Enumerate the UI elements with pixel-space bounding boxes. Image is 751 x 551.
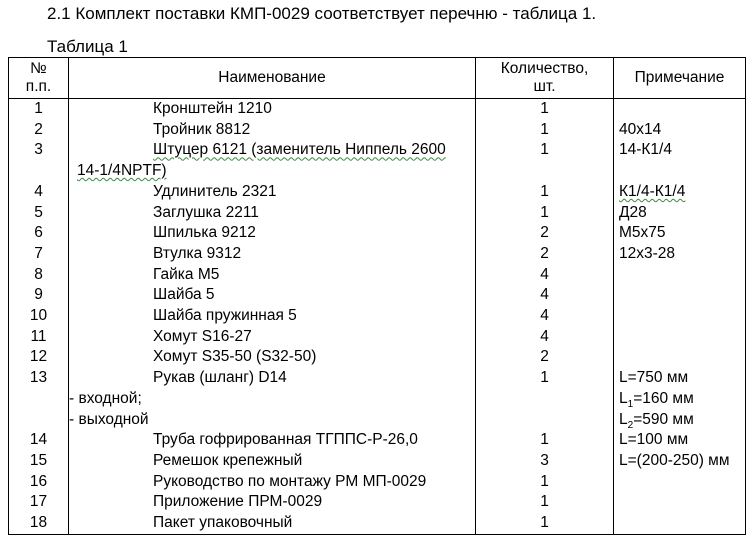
table-row: [9, 472, 746, 493]
row-qty: 1: [476, 472, 614, 493]
row-name: [69, 99, 476, 120]
row-qty: 4: [476, 265, 614, 286]
table-row: [9, 347, 746, 368]
row-note-line3-sub: 2: [627, 419, 634, 431]
row-name-text: Ремешок крепежный: [153, 451, 303, 469]
row-num: 7: [9, 244, 69, 265]
row-name-text: Труба гофрированная ТГППС-Р-26,0: [153, 431, 418, 449]
row-name-text: Шпилька 9212: [153, 224, 256, 242]
table-row: [9, 327, 746, 348]
row-note-line3: [619, 410, 745, 431]
header-qty: Количество, шт.: [476, 58, 614, 99]
row-num: 17: [9, 492, 69, 513]
row-note: М5х75: [614, 223, 746, 244]
row-name-text: Приложение ПРМ-0029: [153, 493, 323, 511]
row-num: 16: [9, 472, 69, 493]
row-qty: 4: [476, 306, 614, 327]
row-name: [69, 430, 476, 451]
row-num: 6: [9, 223, 69, 244]
row-name: [69, 327, 476, 348]
table-row: [9, 182, 746, 203]
table-row: [9, 140, 746, 181]
table-caption: Таблица 1: [47, 37, 128, 56]
row-note: [614, 306, 746, 327]
row-name-text: Шайба пружинная 5: [153, 307, 297, 325]
row-note: Д28: [614, 203, 746, 224]
table-row: [9, 492, 746, 513]
row-note-line3-b: =590 мм: [633, 410, 694, 428]
row-note-line2-a: L: [619, 389, 628, 407]
row-num: 18: [9, 513, 69, 534]
row-note: 14-К1/4: [614, 140, 746, 181]
row-name-text: Руководство по монтажу РМ МП-0029: [153, 472, 427, 490]
row-note-line2-sub: 1: [627, 398, 634, 410]
header-note: Примечание: [614, 58, 746, 99]
row-name: [69, 120, 476, 141]
row-name: [69, 265, 476, 286]
row-name: [69, 223, 476, 244]
row-name-text: Хомут S35-50 (S32-50): [153, 348, 317, 366]
row-qty: 1: [476, 182, 614, 203]
row-name-text: Кронштейн 1210: [153, 100, 272, 117]
row-num: 5: [9, 203, 69, 224]
header-name: Наименование: [69, 58, 476, 99]
table-row: [9, 285, 746, 306]
row-name-text: Заглушка 2211: [153, 203, 259, 221]
row-note: [614, 327, 746, 348]
row-note: [614, 265, 746, 286]
row-name-sub-output: - выходной: [69, 410, 149, 428]
row-note: [614, 492, 746, 513]
row-qty: 1: [476, 99, 614, 120]
row-num: 10: [9, 306, 69, 327]
table-row: [9, 306, 746, 327]
row-num: 2: [9, 120, 69, 141]
row-name: [69, 347, 476, 368]
row-name: [69, 203, 476, 224]
row-num: 14: [9, 430, 69, 451]
row-name-text-line2: [77, 161, 475, 182]
row-qty: 2: [476, 244, 614, 265]
row-name: [69, 513, 476, 534]
row-num: 9: [9, 285, 69, 306]
row-note: [614, 368, 746, 430]
row-qty: 1: [476, 430, 614, 451]
table-row: [9, 203, 746, 224]
row-name-text-line1: Штуцер 6121 (заменитель Ниппель 2600: [153, 141, 446, 159]
row-name: [69, 244, 476, 265]
row-note: [614, 472, 746, 493]
row-num: 8: [9, 265, 69, 286]
row-num: 4: [9, 182, 69, 203]
row-name: [69, 306, 476, 327]
section-heading: 2.1 Комплект поставки КМП-0029 соответствует перечню - таблица 1.: [47, 4, 597, 23]
row-name-sub-input: - входной;: [69, 389, 142, 407]
delivery-table: [8, 57, 746, 535]
row-note-line2-b: =160 мм: [633, 389, 694, 407]
row-qty: 1: [476, 513, 614, 534]
row-name: [69, 492, 476, 513]
row-qty: 1: [476, 203, 614, 224]
row-name-text: [77, 140, 475, 161]
row-note: L=(200-250) мм: [614, 451, 746, 472]
row-note-line1: L=750 мм: [619, 369, 689, 387]
table-row: [9, 430, 746, 451]
row-qty: 2: [476, 223, 614, 244]
row-name: [69, 472, 476, 493]
row-num: 3: [9, 140, 69, 181]
row-name: [69, 368, 476, 430]
row-name-text: Шайба 5: [153, 286, 215, 304]
row-note: L=100 мм: [614, 430, 746, 451]
row-qty: 1: [476, 368, 614, 430]
table-row: [9, 99, 746, 120]
row-name: [69, 140, 476, 181]
table-header-row: [9, 58, 746, 99]
table-row: [9, 265, 746, 286]
row-qty: 3: [476, 451, 614, 472]
row-num: 13: [9, 368, 69, 430]
row-name: [69, 451, 476, 472]
table-row: [9, 451, 746, 472]
row-num: 11: [9, 327, 69, 348]
row-qty: 2: [476, 347, 614, 368]
row-note: [614, 99, 746, 120]
row-note-line2: [619, 389, 745, 410]
row-note: 12х3-28: [614, 244, 746, 265]
row-name: [69, 285, 476, 306]
row-num: 12: [9, 347, 69, 368]
row-num: 15: [9, 451, 69, 472]
table-row: [9, 120, 746, 141]
row-note: 40х14: [614, 120, 746, 141]
row-num: 1: [9, 99, 69, 120]
row-name-text: Хомут S16-27: [153, 327, 252, 345]
row-qty: 1: [476, 492, 614, 513]
row-qty: 1: [476, 120, 614, 141]
table-row: [9, 244, 746, 265]
row-name-text: Удлинитель 2321: [153, 182, 277, 200]
row-name-text: Рукав (шланг) D14: [153, 369, 287, 387]
header-num: № п.п.: [9, 58, 69, 99]
row-note: [614, 347, 746, 368]
row-name-text-line2-span: 14-1/4NPTF): [77, 162, 167, 180]
table-row: [9, 513, 746, 534]
row-name-text: Пакет упаковочный: [153, 514, 293, 532]
row-qty: 4: [476, 327, 614, 348]
row-note: [614, 513, 746, 534]
row-qty: 1: [476, 140, 614, 181]
table-row: [9, 223, 746, 244]
row-note: [614, 182, 746, 203]
row-qty: 4: [476, 285, 614, 306]
row-name-text: Тройник 8812: [153, 120, 251, 138]
row-name-text: Втулка 9312: [153, 244, 242, 262]
row-note-text: К1/4-К1/4: [619, 182, 686, 200]
row-name: [69, 182, 476, 203]
row-name-text: Гайка М5: [153, 265, 220, 283]
row-note-line3-a: L: [619, 410, 628, 428]
row-note: [614, 285, 746, 306]
table-row: [9, 368, 746, 430]
